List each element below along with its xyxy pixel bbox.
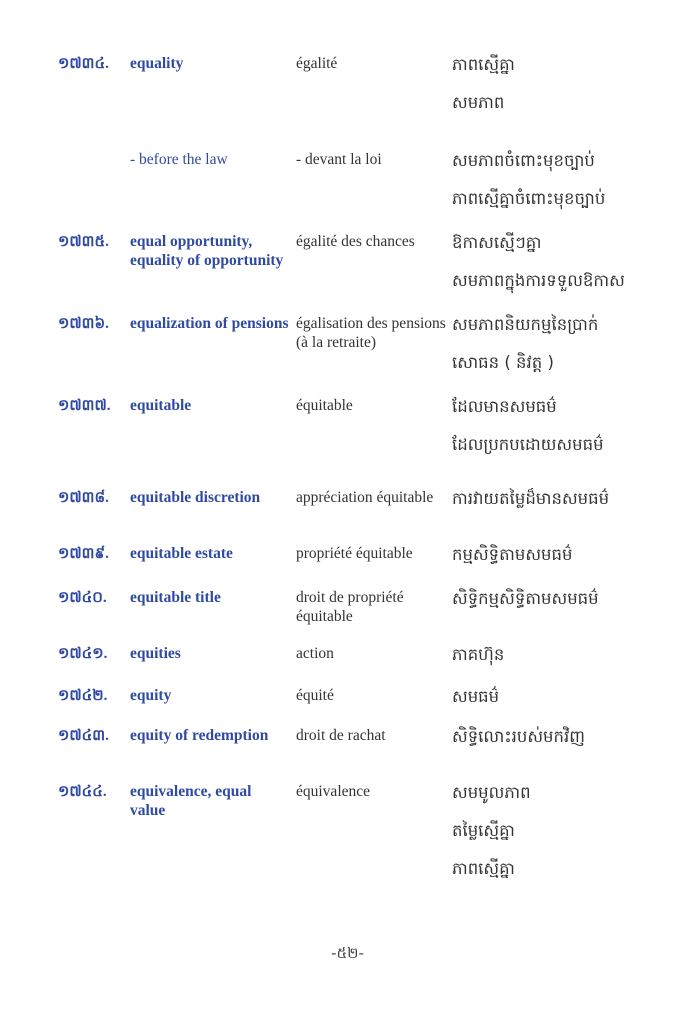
french-term: propriété équitable [296, 545, 413, 562]
english-term: equitable discretion [130, 489, 261, 506]
entry-1742 [0, 686, 695, 726]
french-term: égalisation des pensions (à la retraite) [296, 315, 446, 351]
khmer-translation [452, 488, 682, 526]
khmer-translation [452, 232, 682, 308]
entry-number: ១៧៤១. [58, 646, 108, 662]
khmer-translation [452, 396, 682, 472]
khmer-translation [452, 686, 682, 724]
khmer-line: កម្មសិទ្ធិតាមសមធម៌ [452, 545, 573, 564]
khmer-line: សមភាពចំពោះមុខច្បាប់ [452, 151, 595, 170]
entry-number: ១៧៣៧. [58, 398, 111, 414]
khmer-line: សមធម៌ [452, 687, 500, 706]
khmer-line: ដែលមានសមធម៌ [452, 397, 557, 416]
entry-list [0, 54, 695, 902]
khmer-line: សិទ្ធិលោះរបស់មកវិញ [452, 727, 585, 746]
entry-1739 [0, 544, 695, 588]
entry-1736 [0, 314, 695, 396]
entry-number: ១៧៤២. [58, 688, 108, 704]
khmer-line: ដែលប្រកបដោយសមធម៌ [452, 435, 604, 454]
entry-number: ១៧៤០. [58, 590, 107, 606]
entry-1740 [0, 588, 695, 644]
entry-1738 [0, 488, 695, 544]
khmer-line: ភាពស្មើគ្នា [452, 55, 515, 74]
english-term: - before the law [130, 151, 228, 168]
english-term: equitable [130, 397, 192, 414]
khmer-translation [452, 726, 682, 764]
khmer-translation [452, 588, 682, 626]
entry-number: ១៧៣៥. [58, 234, 109, 250]
french-term: égalité [296, 55, 338, 72]
khmer-line: ភាពស្មើគ្នាចំពោះមុខច្បាប់ [452, 189, 606, 208]
khmer-translation [452, 644, 682, 682]
page-number: -៥២- [331, 944, 364, 962]
english-term: equities [130, 645, 181, 662]
entry-1741 [0, 644, 695, 686]
english-term: equivalence, equal value [130, 783, 252, 819]
entry-1744 [0, 782, 695, 902]
french-term: équitable [296, 397, 353, 414]
english-term: equity of redemption [130, 727, 269, 744]
khmer-line: ភាពស្មើគ្នា [452, 859, 515, 878]
french-term: appréciation équitable [296, 489, 434, 506]
khmer-line: ភាគហ៊ុន [452, 645, 505, 664]
khmer-line: តម្លៃស្មើគ្នា [452, 821, 515, 840]
french-term: droit de rachat [296, 727, 386, 744]
khmer-line: សោធន ( និវត្ត ) [452, 353, 554, 372]
khmer-line: សមភាពក្នុងការទទួលឱកាស [452, 271, 625, 290]
french-term: équivalence [296, 783, 371, 800]
khmer-line: សិទ្ធិកម្មសិទ្ធិតាមសមធម៌ [452, 589, 599, 608]
khmer-line: សមភាពនិយកម្មនៃប្រាក់ [452, 315, 599, 334]
entry-number: ១៧៤៤. [58, 784, 107, 800]
khmer-translation [452, 314, 682, 390]
entry-number: ១៧៣៦. [58, 316, 109, 332]
entry-1737 [0, 396, 695, 488]
entry-1743 [0, 726, 695, 782]
english-term: equitable estate [130, 545, 233, 562]
entry-1734 [0, 54, 695, 150]
english-term: equality [130, 55, 184, 72]
khmer-translation [452, 544, 682, 582]
entry-number: ១៧៣៤. [58, 56, 109, 72]
french-term: égalité des chances [296, 233, 415, 250]
khmer-line: ការវាយតម្លៃដ៏មានសមធម៌ [452, 489, 610, 508]
english-term: equity [130, 687, 172, 704]
khmer-translation [452, 54, 682, 130]
khmer-line: សមភាព [452, 93, 505, 112]
khmer-translation [452, 150, 682, 226]
entry-before-the-law [0, 150, 695, 232]
french-term: droit de propriété équitable [296, 589, 404, 625]
khmer-line: សមមូលភាព [452, 783, 531, 802]
khmer-translation [452, 782, 682, 896]
english-term: equitable title [130, 589, 221, 606]
entry-number: ១៧៣៩. [58, 546, 109, 562]
french-term: action [296, 645, 334, 662]
entry-1735 [0, 232, 695, 314]
english-term: equalization of pensions [130, 315, 289, 332]
french-term: - devant la loi [296, 151, 382, 168]
entry-number: ១៧៤៣. [58, 728, 109, 744]
entry-number: ១៧៣៨. [58, 490, 109, 506]
khmer-line: ឱកាសស្មើៗគ្នា [452, 233, 542, 252]
french-term: équité [296, 687, 334, 704]
english-term: equal opportunity, equality of opportunity [130, 233, 284, 269]
